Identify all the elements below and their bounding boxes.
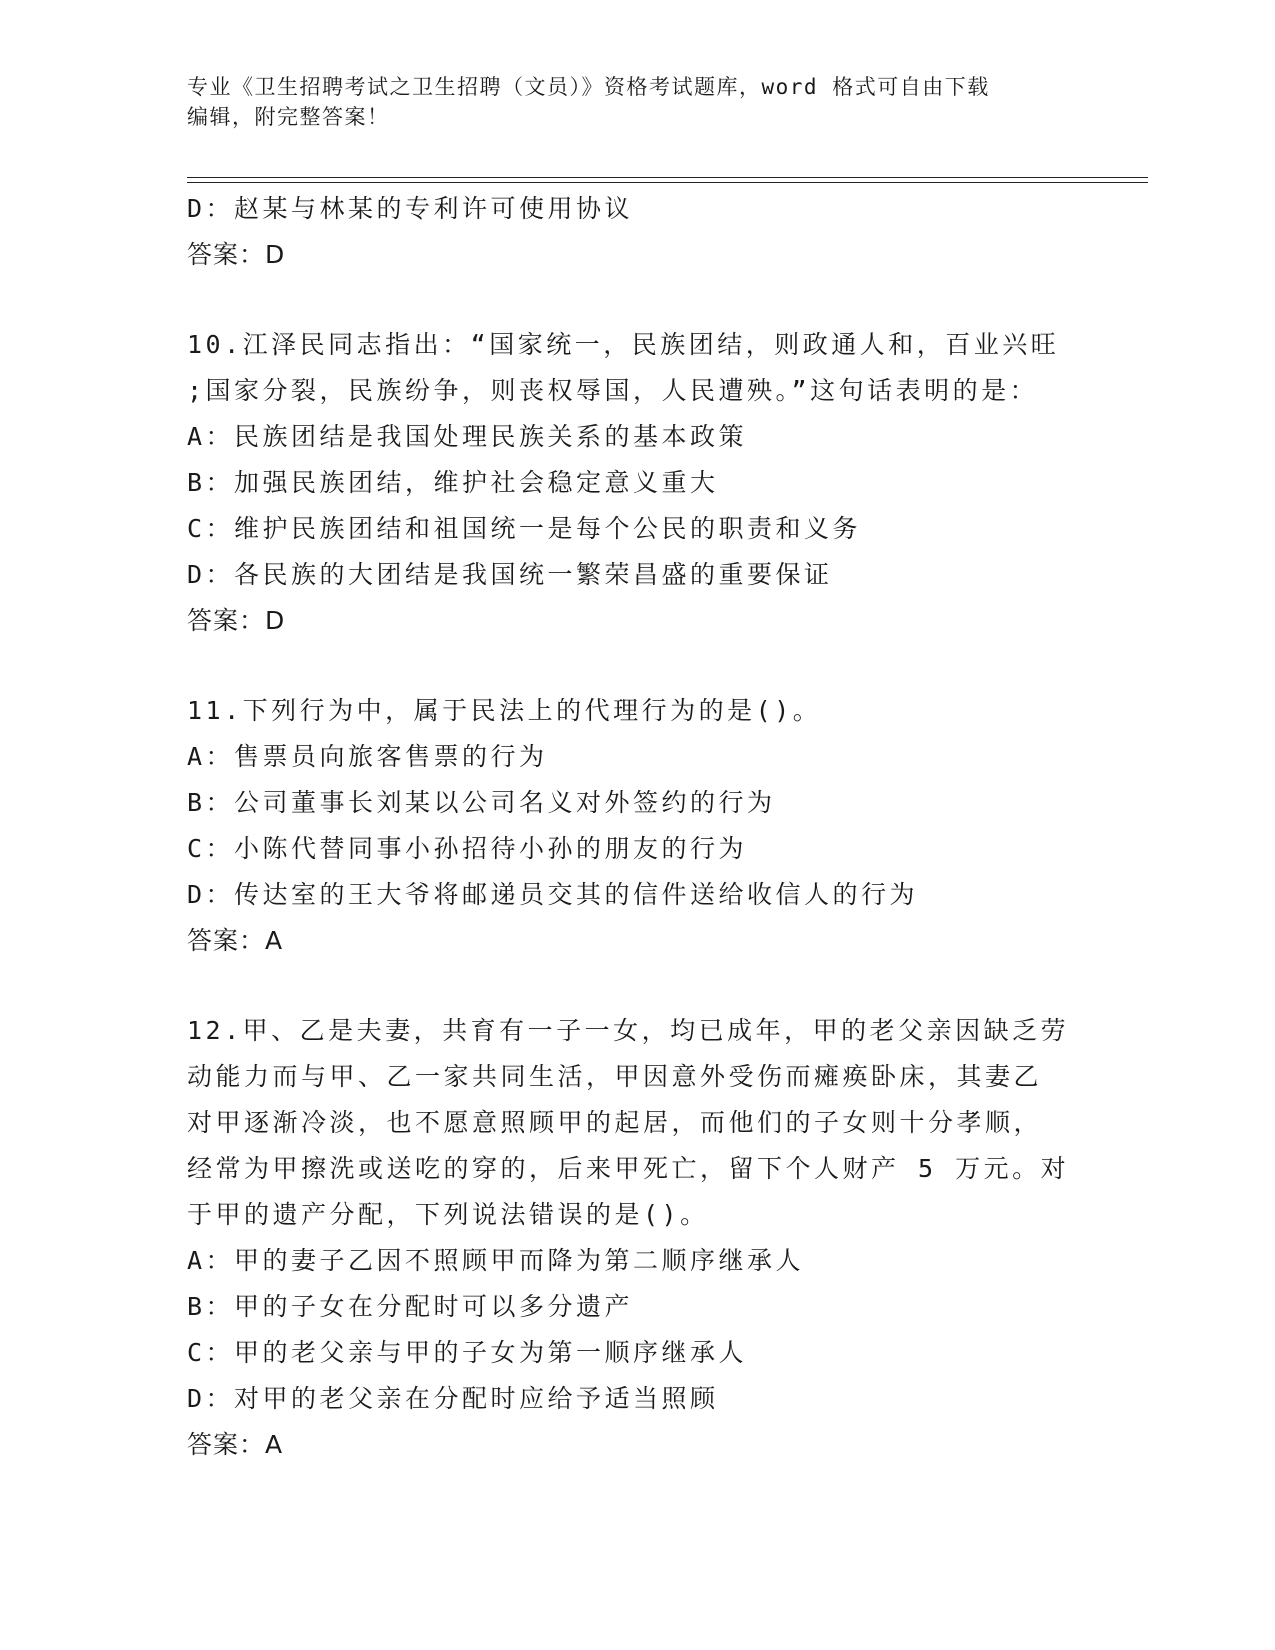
question-stem-line: 11.下列行为中，属于民法上的代理行为的是()。 bbox=[187, 696, 822, 725]
answer-line: 答案：A bbox=[187, 926, 284, 955]
answer-line: 答案：D bbox=[187, 606, 286, 635]
option-b: B：公司董事长刘某以公司名义对外签约的行为 bbox=[187, 788, 776, 817]
question-stem-line: 于甲的遗产分配，下列说法错误的是()。 bbox=[187, 1200, 709, 1229]
option-a: A：售票员向旅客售票的行为 bbox=[187, 742, 548, 771]
question-12 bbox=[187, 1008, 1087, 1468]
question-10 bbox=[187, 322, 1087, 644]
option-d: D：赵某与林某的专利许可使用协议 bbox=[187, 194, 634, 223]
header-line-1: 专业《卫生招聘考试之卫生招聘（文员）》资格考试题库，word 格式可自由下载 bbox=[187, 75, 990, 99]
header-rule-bottom bbox=[187, 182, 1148, 183]
option-a: A：民族团结是我国处理民族关系的基本政策 bbox=[187, 422, 748, 451]
option-c: C：甲的老父亲与甲的子女为第一顺序继承人 bbox=[187, 1338, 748, 1367]
question-stem-line: ;国家分裂，民族纷争，则丧权辱国，人民遭殃。”这句话表明的是： bbox=[187, 376, 1039, 405]
option-c: C：维护民族团结和祖国统一是每个公民的职责和义务 bbox=[187, 514, 862, 543]
option-c: C：小陈代替同事小孙招待小孙的朋友的行为 bbox=[187, 834, 748, 863]
spacer bbox=[187, 644, 1087, 688]
answer-line: 答案：D bbox=[187, 240, 286, 269]
option-d: D：对甲的老父亲在分配时应给予适当照顾 bbox=[187, 1384, 719, 1413]
question-list bbox=[187, 186, 1087, 1468]
question-stem-line: 动能力而与甲、乙一家共同生活，甲因意外受伤而瘫痪卧床，其妻乙 bbox=[187, 1062, 1043, 1091]
option-b: B：甲的子女在分配时可以多分遗产 bbox=[187, 1292, 634, 1321]
document-header bbox=[187, 72, 1087, 132]
option-d: D：各民族的大团结是我国统一繁荣昌盛的重要保证 bbox=[187, 560, 833, 589]
spacer bbox=[187, 278, 1087, 322]
question-stem-line: 经常为甲擦洗或送吃的穿的，后来甲死亡，留下个人财产 5 万元。对 bbox=[187, 1154, 1070, 1183]
question-stem-line: 12.甲、乙是夫妻，共育有一子一女，均已成年，甲的老父亲因缺乏劳 bbox=[187, 1016, 1070, 1045]
option-a: A：甲的妻子乙因不照顾甲而降为第二顺序继承人 bbox=[187, 1246, 805, 1275]
header-rule-top bbox=[187, 177, 1148, 178]
question-11 bbox=[187, 688, 1087, 964]
option-d: D：传达室的王大爷将邮递员交其的信件送给收信人的行为 bbox=[187, 880, 919, 909]
header-line-2: 编辑，附完整答案！ bbox=[187, 105, 390, 129]
spacer bbox=[187, 964, 1087, 1008]
option-b: B：加强民族团结，维护社会稳定意义重大 bbox=[187, 468, 719, 497]
question-stem-line: 对甲逐渐冷淡，也不愿意照顾甲的起居，而他们的子女则十分孝顺， bbox=[187, 1108, 1043, 1137]
question-stem-line: 10.江泽民同志指出：“国家统一，民族团结，则政通人和，百业兴旺 bbox=[187, 330, 1060, 359]
answer-line: 答案：A bbox=[187, 1430, 284, 1459]
question-9-tail bbox=[187, 186, 1087, 278]
